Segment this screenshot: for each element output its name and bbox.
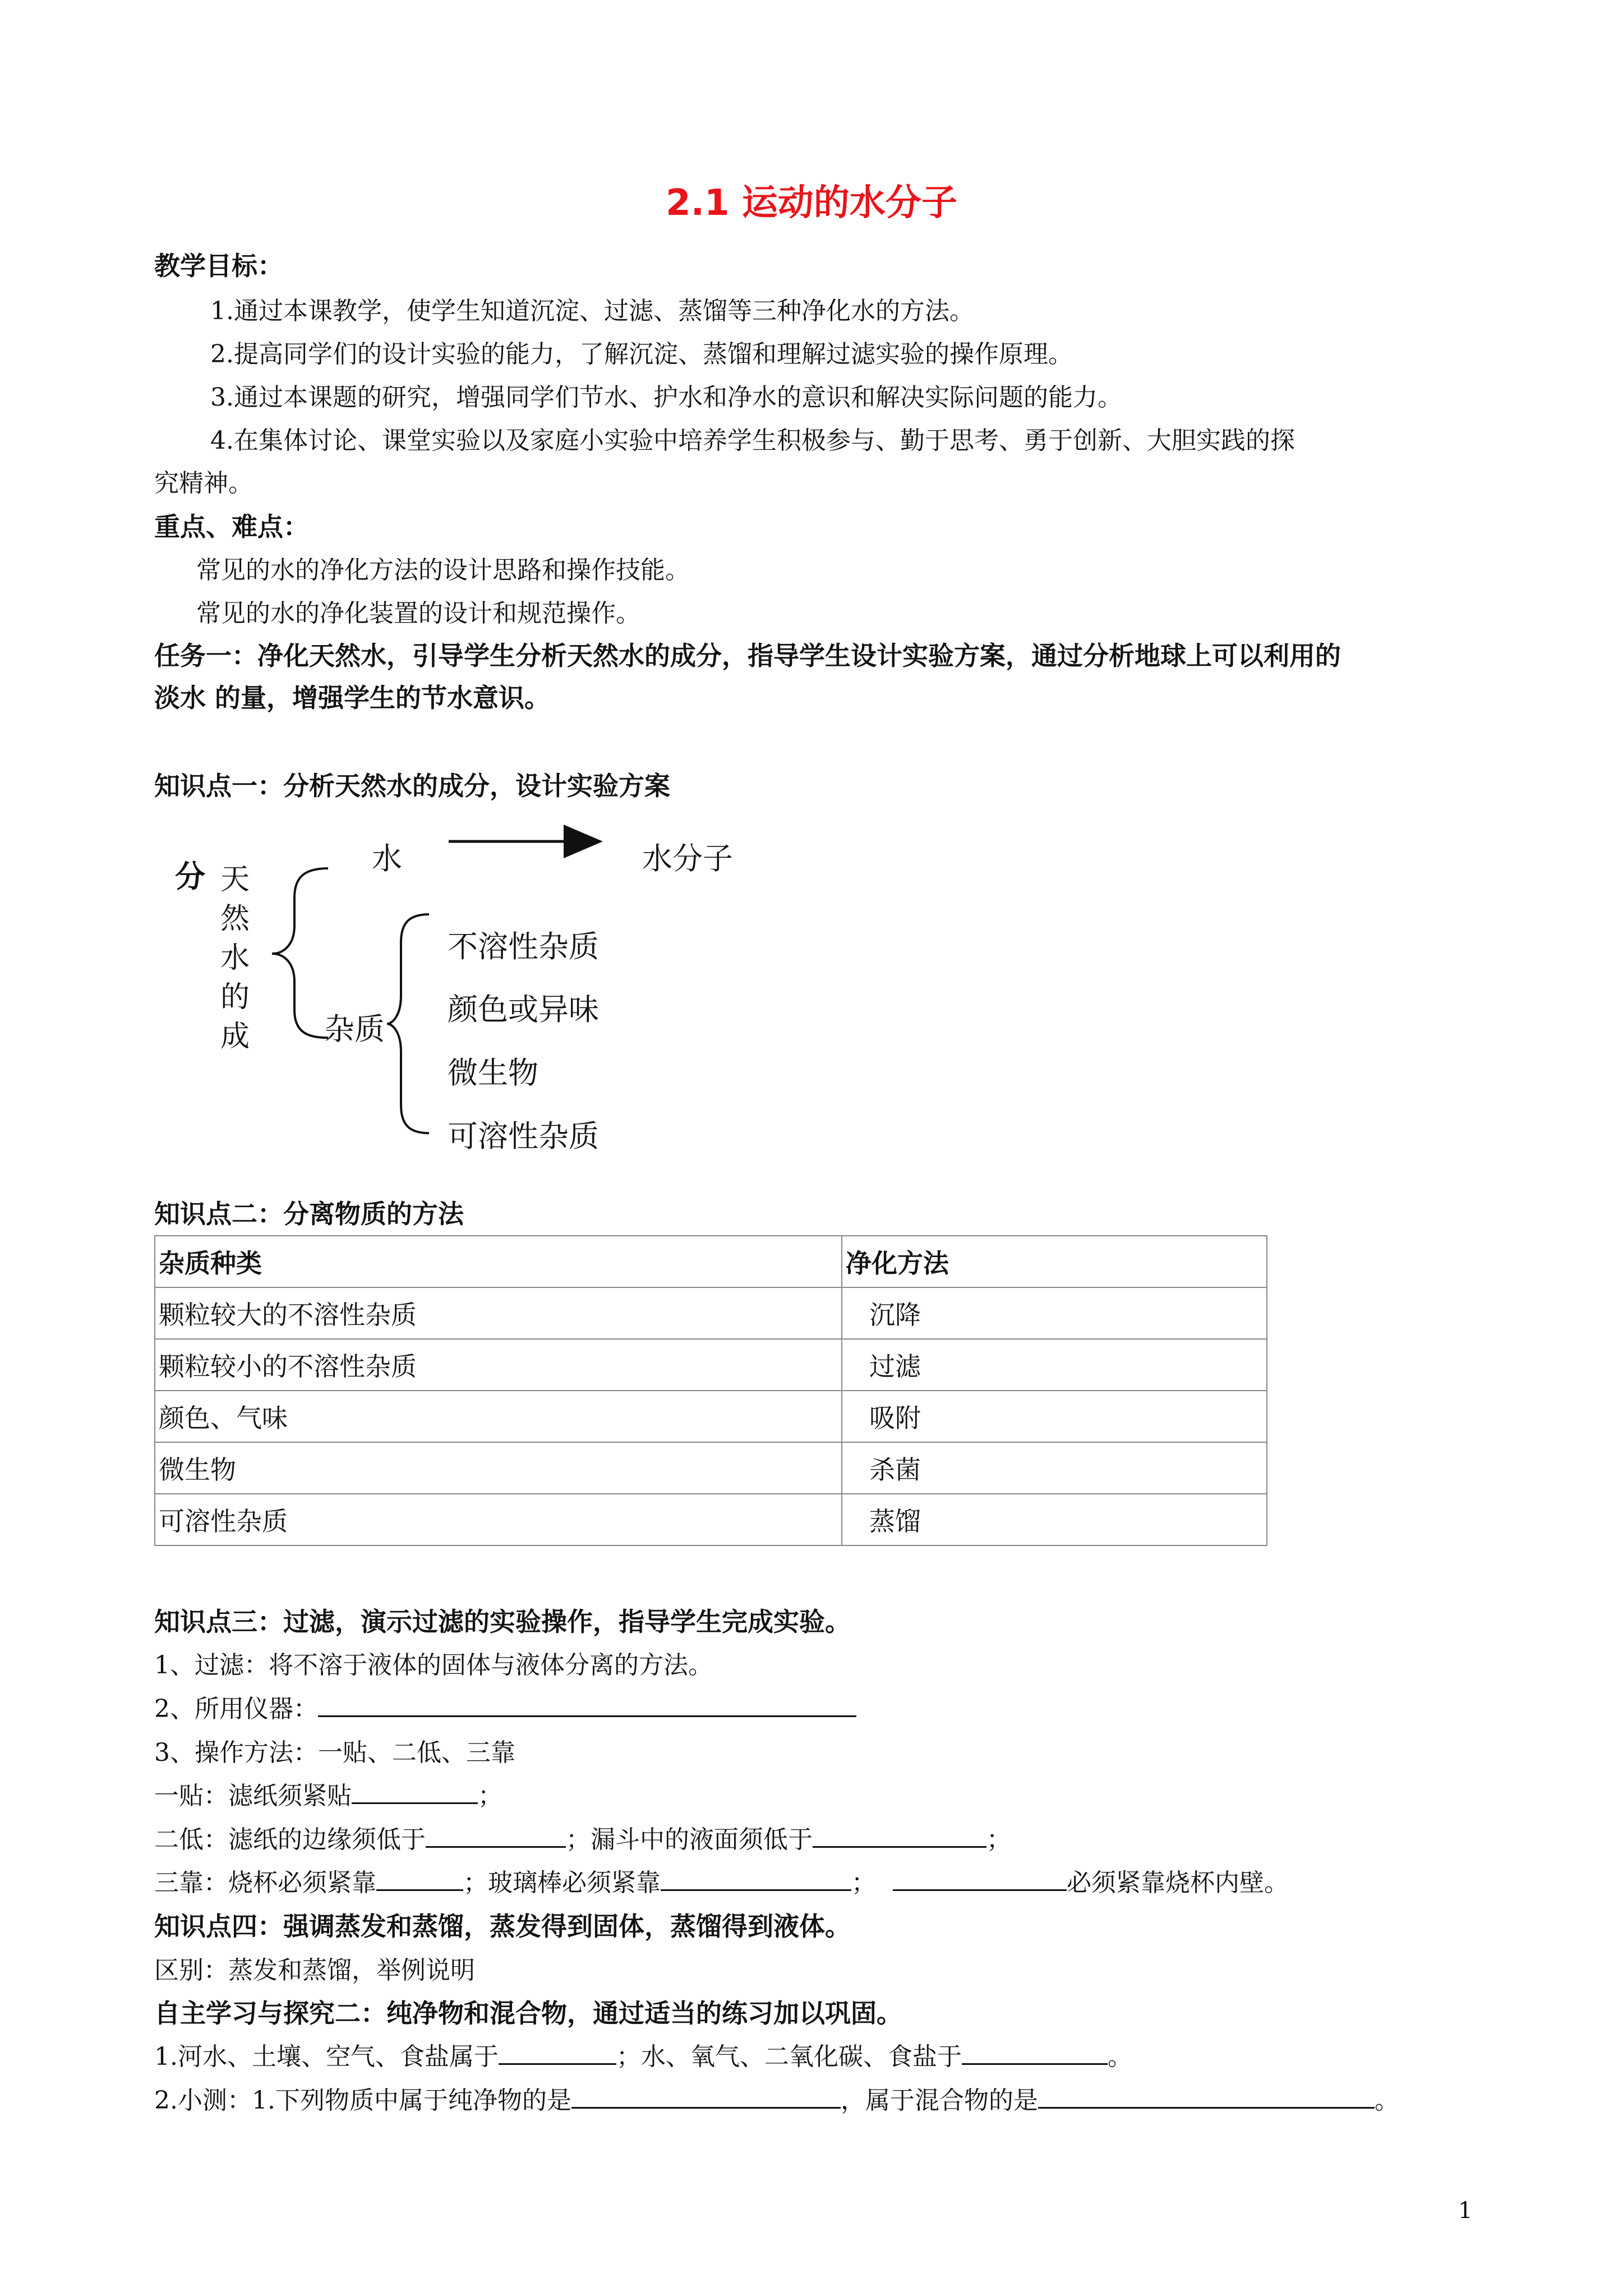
objectives-heading: 教学目标：: [154, 251, 283, 281]
table-cell: 颗粒较大的不溶性杂质: [155, 1287, 842, 1339]
diagram-fen-label: 分: [175, 858, 205, 894]
answer-blank[interactable]: [376, 1867, 463, 1891]
kp3-line-text: 一贴：滤纸须紧贴: [154, 1782, 352, 1810]
diagram-water-molecule-label: 水分子: [642, 841, 733, 876]
kp3-line-text: ；漏斗中的液面须低于: [566, 1825, 813, 1854]
table-cell: 颜色、气味: [155, 1391, 842, 1442]
kp3-line: [154, 1688, 856, 1724]
study2-line-text: 2.小测：1.下列物质中属于纯净物的是: [154, 2086, 571, 2115]
table-row: [155, 1339, 1267, 1391]
table-cell: 杀菌: [842, 1442, 1267, 1494]
diagram-vertical-char: 的: [220, 981, 250, 1014]
answer-blank[interactable]: [571, 2085, 841, 2109]
task1-line: 任务一：净化天然水，引导学生分析天然水的成分，指导学生设计实验方案，通过分析地球上可以利用的: [154, 641, 1341, 671]
kp3-line-text: 二低：滤纸的边缘须低于: [154, 1825, 426, 1854]
kp3-line-text: ；: [478, 1782, 502, 1810]
diagram-impurity-item: 可溶性杂质: [448, 1119, 599, 1154]
kp3-heading: 知识点三：过滤，演示过滤的实验操作，指导学生完成实验。: [154, 1607, 851, 1637]
table-cell: 沉降: [842, 1287, 1267, 1339]
task1-line: 淡水 的量，增强学生的节水意识。: [154, 683, 551, 713]
diagram-water-label: 水: [372, 841, 402, 876]
kp3-line-text: ；: [851, 1869, 876, 1897]
table-cell: 可溶性杂质: [155, 1494, 842, 1545]
answer-blank[interactable]: [813, 1824, 986, 1848]
answer-blank[interactable]: [426, 1824, 566, 1848]
answer-blank[interactable]: [893, 1867, 1067, 1891]
kp3-line: [154, 1862, 1289, 1898]
answer-blank[interactable]: [1038, 2085, 1375, 2109]
table-row: [155, 1391, 1267, 1442]
keypoint-item: 常见的水的净化装置的设计和规范操作。: [196, 599, 640, 628]
table-row: [155, 1442, 1267, 1494]
table-cell: 蒸馏: [842, 1494, 1267, 1545]
table-row: [155, 1287, 1267, 1339]
kp3-line-text: 2、所用仪器：: [154, 1695, 318, 1723]
study2-line-text: 1.河水、土壤、空气、食盐属于: [154, 2042, 499, 2071]
inner-brace-icon: [387, 914, 429, 1133]
kp3-line-text: 三靠：烧杯必须紧靠: [154, 1869, 376, 1897]
diagram-vertical-char: 天: [220, 863, 250, 896]
kp2-heading: 知识点二：分离物质的方法: [154, 1199, 464, 1229]
objective-item: 3.通过本课题的研究，增强同学们节水、护水和净水的意识和解决实际问题的能力。: [210, 383, 1122, 412]
diagram-impurity-item: 不溶性杂质: [448, 929, 599, 964]
answer-blank[interactable]: [352, 1780, 478, 1804]
answer-blank[interactable]: [499, 2041, 616, 2065]
kp3-line: [154, 1819, 1011, 1855]
objective-item: 2.提高同学们的设计实验的能力，了解沉淀、蒸馏和理解过滤实验的操作原理。: [210, 340, 1073, 369]
study2-heading: 自主学习与探究二：纯净物和混合物，通过适当的练习加以巩固。: [154, 1998, 902, 2028]
diagram-impurity-label: 杂质: [324, 1011, 385, 1047]
study2-line-text: ，属于混合物的是: [840, 2086, 1038, 2115]
outer-brace-icon: [272, 868, 328, 1038]
diagram-vertical-char: 然: [220, 902, 250, 936]
diagram-vertical-char: 成: [220, 1020, 250, 1053]
kp3-line: [154, 1775, 502, 1811]
answer-blank[interactable]: [318, 1693, 856, 1717]
table-row: [155, 1494, 1267, 1545]
diagram-vertical-char: 水: [220, 941, 250, 975]
kp1-heading: 知识点一：分析天然水的成分，设计实验方案: [154, 771, 670, 801]
table-header-cell: 杂质种类: [155, 1236, 842, 1287]
kp3-line: 3、操作方法：一贴、二低、三靠: [154, 1738, 515, 1767]
page-title: 2.1 运动的水分子: [666, 182, 957, 224]
study2-line-text: 。: [1107, 2042, 1132, 2071]
objective-item: 究精神。: [154, 469, 253, 498]
table-header-row: [155, 1236, 1267, 1287]
kp4-heading: 知识点四：强调蒸发和蒸馏，蒸发得到固体，蒸馏得到液体。: [154, 1911, 851, 1941]
kp4-line: 区别：蒸发和蒸馏，举例说明: [154, 1956, 475, 1985]
study2-line: [154, 2036, 1132, 2072]
table-cell: 过滤: [842, 1339, 1267, 1391]
table-cell: 吸附: [842, 1391, 1267, 1442]
answer-blank[interactable]: [661, 1867, 851, 1891]
kp3-line: 1、过滤：将不溶于液体的固体与液体分离的方法。: [154, 1651, 713, 1680]
kp3-line-text: 必须紧靠烧杯内壁。: [1067, 1869, 1289, 1897]
kp3-line-text: ；玻璃棒必须紧靠: [463, 1869, 661, 1897]
study2-line-text: 。: [1374, 2086, 1399, 2115]
keypoints-heading: 重点、难点：: [154, 512, 309, 542]
study2-line-text: ；水、氧气、二氧化碳、食盐于: [616, 2042, 962, 2071]
table-cell: 颗粒较小的不溶性杂质: [155, 1339, 842, 1391]
objective-item: 1.通过本课教学，使学生知道沉淀、过滤、蒸馏等三种净化水的方法。: [210, 297, 974, 325]
purification-methods-table: [154, 1235, 1267, 1546]
diagram-impurity-item: 颜色或异味: [448, 992, 599, 1027]
diagram-impurity-item: 微生物: [448, 1055, 538, 1091]
answer-blank[interactable]: [962, 2041, 1108, 2065]
kp3-line-text: ；: [986, 1825, 1011, 1854]
page-number: 1: [1458, 2198, 1473, 2224]
table-header-cell: 净化方法: [842, 1236, 1267, 1287]
study2-line: [154, 2080, 1399, 2116]
keypoint-item: 常见的水的净化方法的设计思路和操作技能。: [196, 556, 690, 585]
table-cell: 微生物: [155, 1442, 842, 1494]
objective-item: 4.在集体讨论、课堂实验以及家庭小实验中培养学生积极参与、勤于思考、勇于创新、大胆实践的探: [210, 426, 1295, 455]
